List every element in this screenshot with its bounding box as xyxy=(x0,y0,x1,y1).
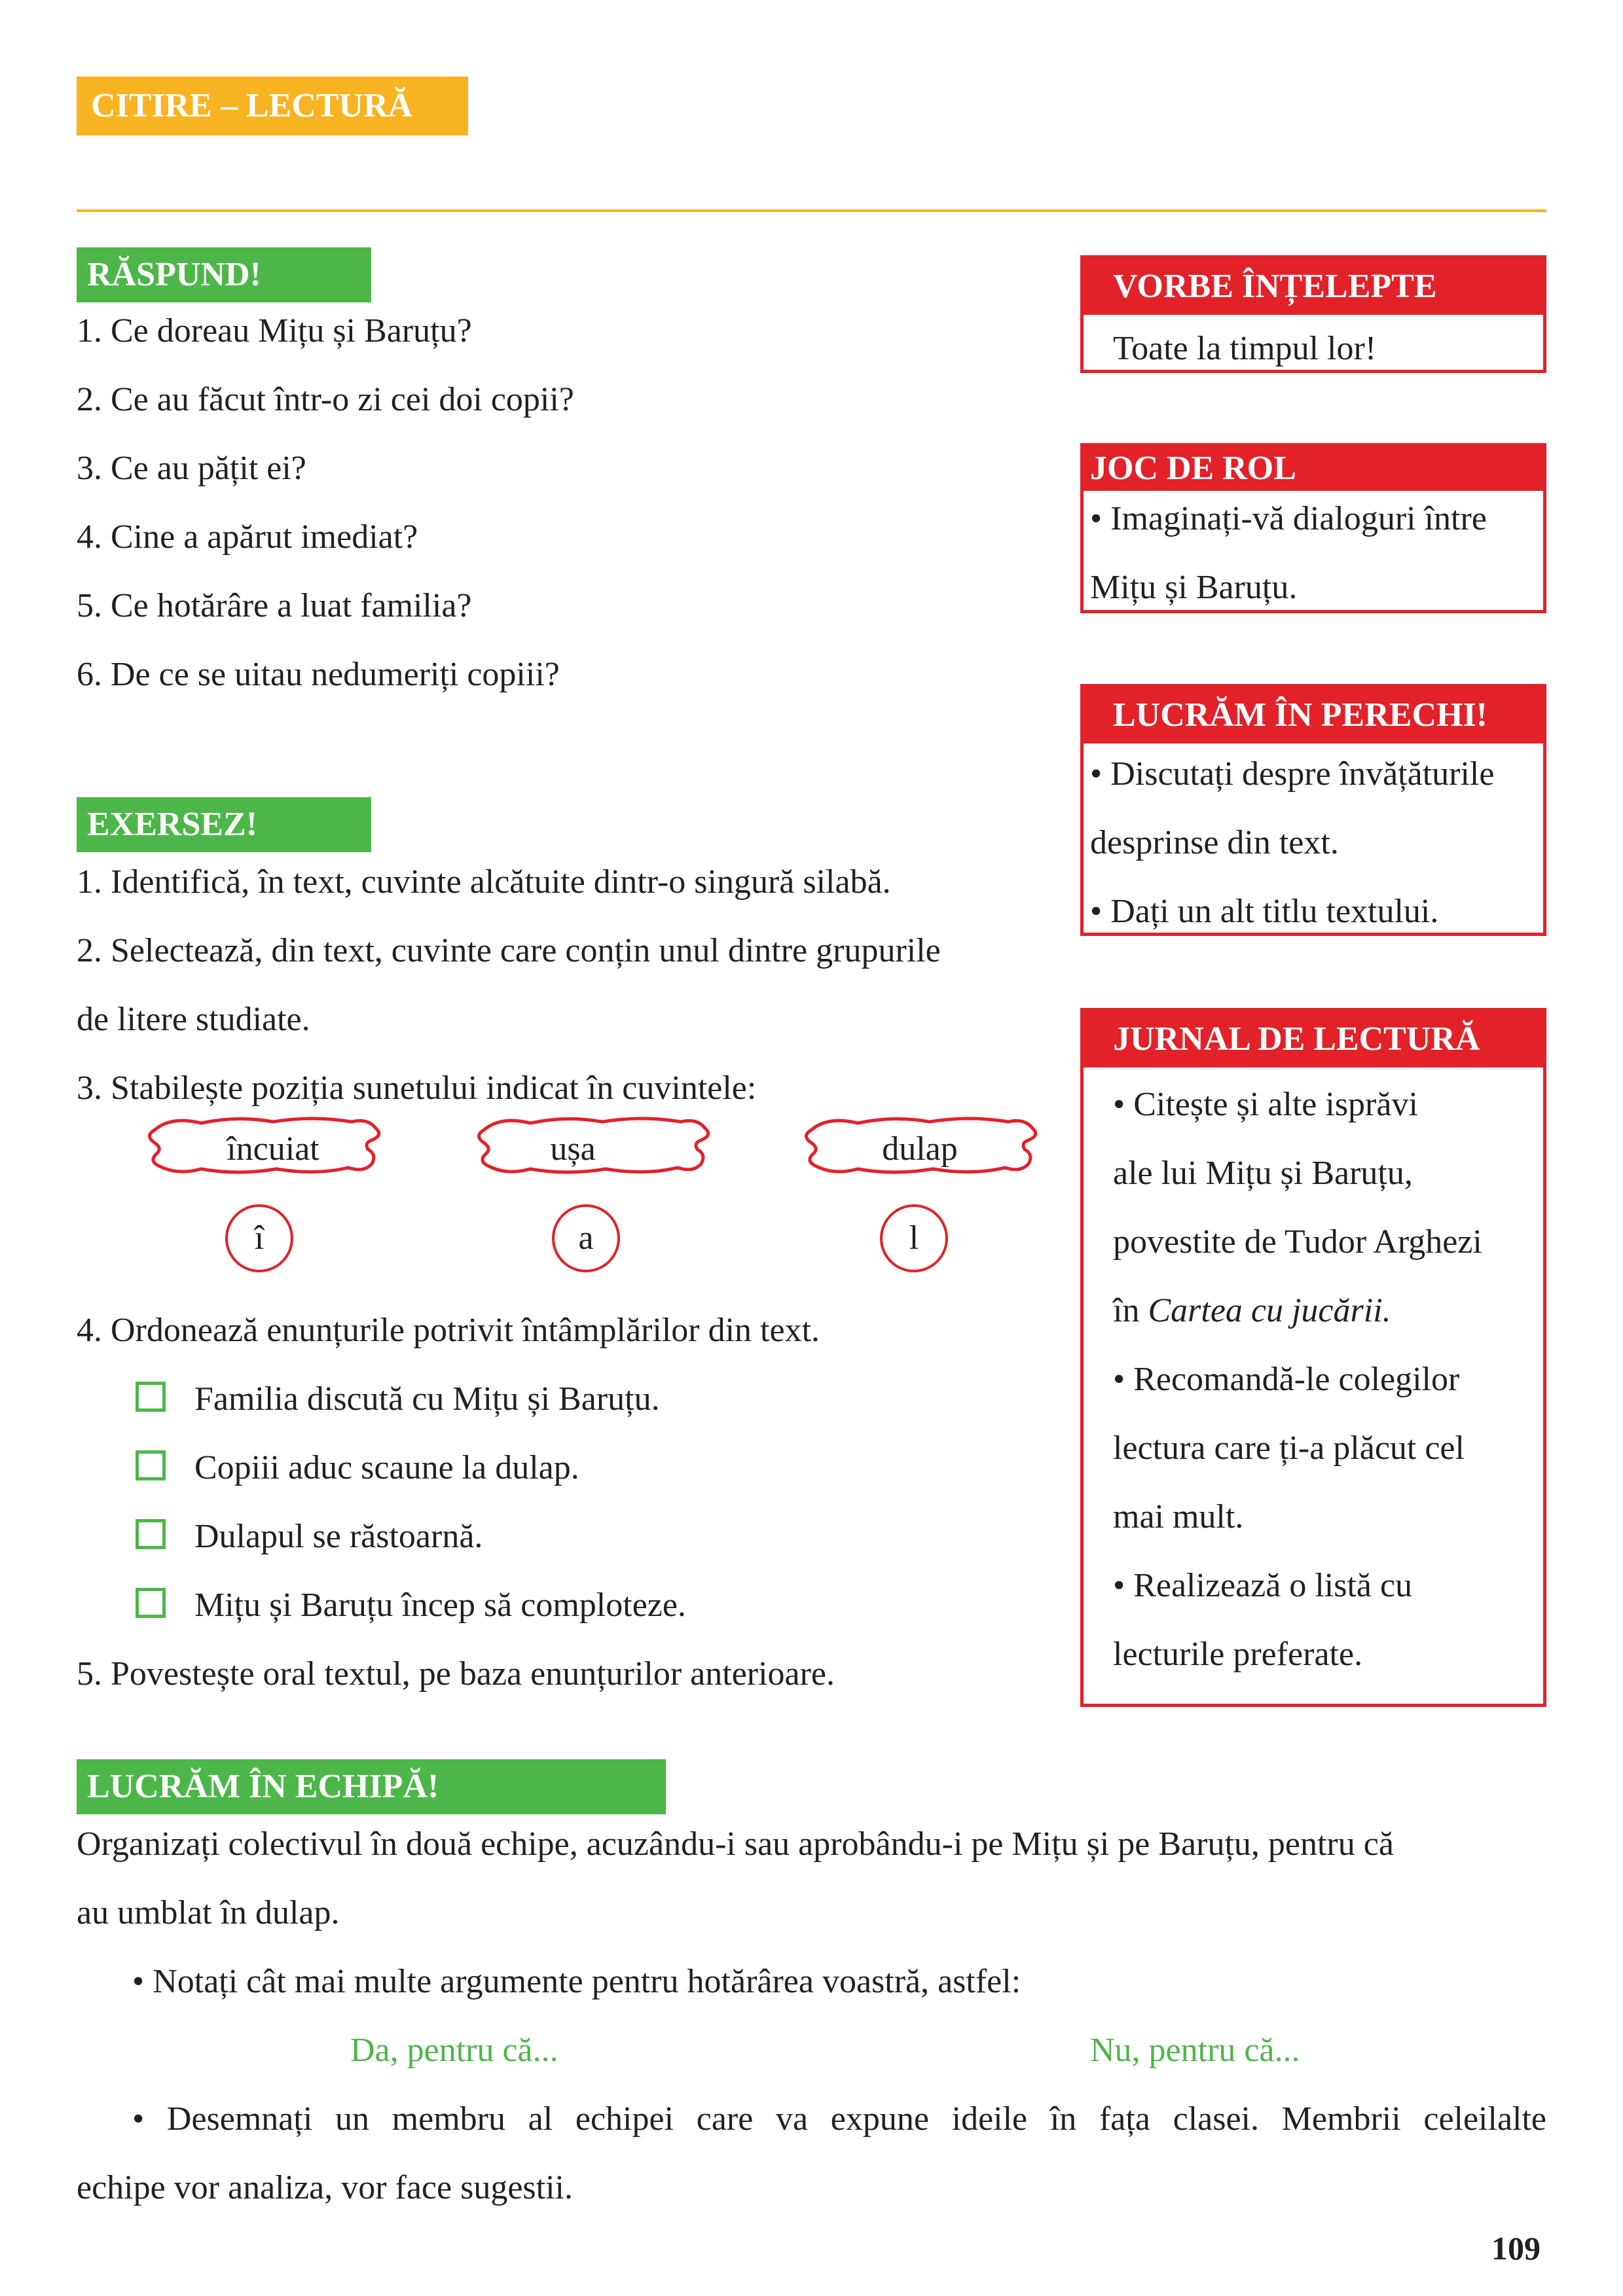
sound-circle-1 xyxy=(225,1204,293,1272)
jurnal-line2: ale lui Mițu și Baruțu, xyxy=(1113,1155,1413,1192)
exercise-5: 5. Povestește oral textul, pe baza enunțurilor anterioare. xyxy=(77,1655,835,1693)
perechi-line3: • Dați un alt titlu textului. xyxy=(1090,893,1439,930)
book-title: Cartea cu jucării. xyxy=(1148,1292,1391,1329)
perechi-line2: desprinse din text. xyxy=(1090,824,1339,861)
echipa-para-line1: Organizați colectivul în două echipe, acuzându-i sau aprobându-i pe Mițu și pe Baruțu, pentru că xyxy=(77,1825,1394,1863)
exercise-1: 1. Identifică, în text, cuvinte alcătuite dintr-o singură silabă. xyxy=(77,863,891,901)
sound-circle-3 xyxy=(880,1204,948,1272)
order-item-4: Mițu și Baruțu încep să comploteze. xyxy=(194,1587,686,1624)
header-divider xyxy=(77,209,1546,212)
echipa-tag xyxy=(77,1759,666,1814)
perechi-header xyxy=(1084,687,1543,744)
echipa-bullet2-text: • Desemnați un membru al echipei care va expune ideile în fața clasei. Membrii celeilalte xyxy=(132,2100,1546,2138)
exercise-2-line1: 2. Selectează, din text, cuvinte care conțin unul dintre grupurile xyxy=(77,932,941,969)
sound-1: î xyxy=(254,1219,264,1257)
perechi-title: LUCRĂM ÎN PERECHI! xyxy=(1113,696,1487,734)
question-1: 1. Ce doreau Mițu și Baruțu? xyxy=(77,312,472,350)
order-item-2: Copiii aduc scaune la dulap. xyxy=(194,1449,579,1486)
exercise-4: 4. Ordonează enunțurile potrivit întâmplărilor din text. xyxy=(77,1312,820,1349)
question-6: 6. De ce se uitau nedumeriți copiii? xyxy=(77,656,560,693)
section-tag xyxy=(77,77,468,135)
jurnal-line5: • Recomandă-le colegilor xyxy=(1113,1361,1460,1398)
perechi-line1: • Discutați despre învățăturile xyxy=(1090,755,1495,793)
echipa-bullet1: • Notați cât mai multe argumente pentru hotărârea voastră, astfel: xyxy=(132,1963,1021,2000)
jurnal-line4-prefix: în xyxy=(1113,1292,1148,1329)
jurnal-line3: povestite de Tudor Arghezi xyxy=(1113,1223,1482,1261)
section-tag-label: CITIRE – LECTURĂ xyxy=(91,87,413,124)
joc-title: JOC DE ROL xyxy=(1090,450,1296,487)
exercise-2-line2: de litere studiate. xyxy=(77,1001,310,1038)
order-checkbox-4[interactable] xyxy=(136,1588,166,1618)
exersez-tag xyxy=(77,797,371,852)
jurnal-line6: lectura care ți-a plăcut cel xyxy=(1113,1429,1465,1467)
yes-label: Da, pentru că... xyxy=(350,2032,558,2069)
vorbe-box xyxy=(1080,255,1546,373)
question-2: 2. Ce au făcut într-o zi cei doi copii? xyxy=(77,381,574,418)
joc-box xyxy=(1080,443,1546,613)
page-number: 109 xyxy=(1491,2230,1541,2267)
echipa-para-line2: au umblat în dulap. xyxy=(77,1894,340,1931)
jurnal-line4 xyxy=(1113,1294,1391,1328)
order-checkbox-1[interactable] xyxy=(136,1382,166,1412)
sound-circle-2 xyxy=(552,1204,620,1272)
word-incuiat: încuiat xyxy=(227,1130,319,1168)
no-label: Nu, pentru că... xyxy=(1090,2032,1300,2069)
perechi-box xyxy=(1080,684,1546,936)
question-4: 4. Cine a apărut imediat? xyxy=(77,518,418,556)
exersez-title: EXERSEZ! xyxy=(87,806,258,843)
jurnal-line7: mai mult. xyxy=(1113,1498,1244,1535)
question-3: 3. Ce au pățit ei? xyxy=(77,450,306,487)
vorbe-header xyxy=(1084,259,1543,315)
raspund-tag xyxy=(77,247,371,302)
echipa-bullet2-line1 xyxy=(132,2102,1546,2136)
joc-line2: Mițu și Baruțu. xyxy=(1090,569,1298,606)
jurnal-line9: lecturile preferate. xyxy=(1113,1636,1363,1673)
order-checkbox-2[interactable] xyxy=(136,1450,166,1480)
exercise-3: 3. Stabilește poziția sunetului indicat în cuvintele: xyxy=(77,1069,757,1107)
raspund-title: RĂSPUND! xyxy=(87,256,261,293)
order-item-3: Dulapul se răstoarnă. xyxy=(194,1518,483,1555)
jurnal-title: JURNAL DE LECTURĂ xyxy=(1113,1020,1480,1058)
echipa-title: LUCRĂM ÎN ECHIPĂ! xyxy=(87,1768,439,1805)
vorbe-title: VORBE ÎNȚELEPTE xyxy=(1113,268,1437,305)
joc-header xyxy=(1084,446,1543,491)
order-checkbox-3[interactable] xyxy=(136,1519,166,1549)
sound-2: a xyxy=(578,1219,594,1257)
echipa-bullet2-line2: echipe vor analiza, vor face sugestii. xyxy=(77,2169,573,2206)
word-dulap: dulap xyxy=(882,1130,958,1168)
jurnal-box xyxy=(1080,1008,1546,1707)
vorbe-text: Toate la timpul lor! xyxy=(1113,330,1377,367)
sound-3: l xyxy=(909,1219,919,1257)
jurnal-line8: • Realizează o listă cu xyxy=(1113,1567,1413,1604)
joc-line1: • Imaginați-vă dialoguri între xyxy=(1090,500,1487,537)
jurnal-line1: • Citește și alte isprăvi xyxy=(1113,1086,1418,1123)
order-item-1: Familia discută cu Mițu și Baruțu. xyxy=(194,1380,660,1418)
question-5: 5. Ce hotărâre a luat familia? xyxy=(77,587,472,624)
word-usa: ușa xyxy=(550,1130,596,1168)
jurnal-header xyxy=(1084,1011,1543,1067)
